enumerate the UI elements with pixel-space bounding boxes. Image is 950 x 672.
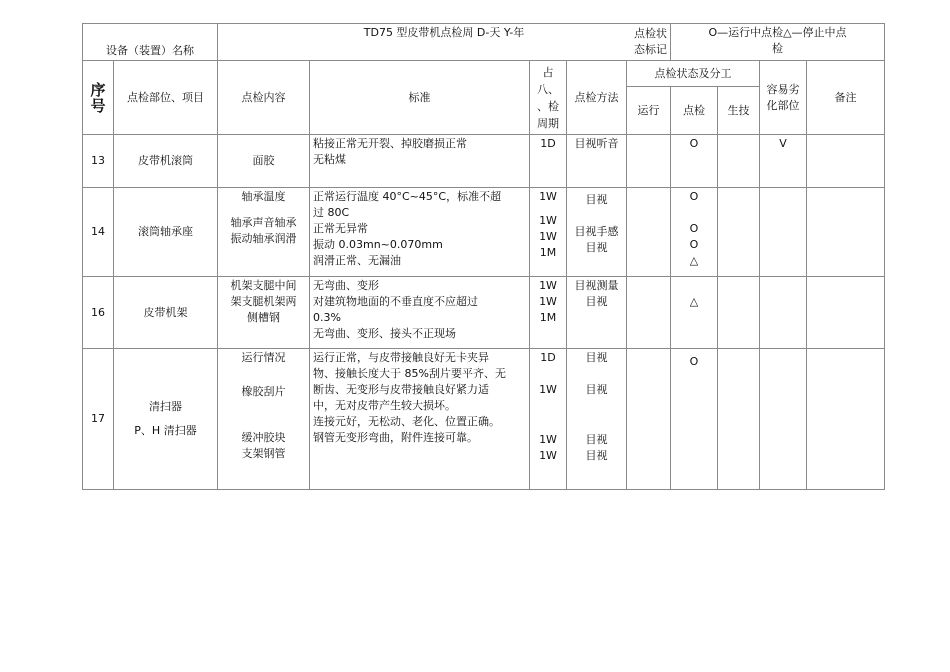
row-period: 1W 1W 1W 1M bbox=[530, 188, 567, 277]
row-seq: 17 bbox=[83, 349, 114, 490]
row-tech bbox=[718, 277, 760, 349]
row-period: 1D bbox=[530, 135, 567, 188]
col-method: 点检方法 bbox=[567, 61, 627, 135]
row-part: 皮带机滚筒 bbox=[114, 135, 218, 188]
row-part: 皮带机架 bbox=[114, 277, 218, 349]
table-row bbox=[83, 349, 885, 490]
row-remark bbox=[807, 277, 885, 349]
col-status-group: 点检状态及分工 bbox=[627, 61, 760, 87]
row-content: 面胶 bbox=[218, 135, 310, 188]
row-part: 清扫器 P、H 清扫器 bbox=[114, 349, 218, 490]
row-method: 目视 目视 目视 目视 bbox=[567, 349, 627, 490]
row-seq: 16 bbox=[83, 277, 114, 349]
row-seq: 13 bbox=[83, 135, 114, 188]
table-row bbox=[83, 135, 885, 188]
device-name-label: 设备（装置）名称 bbox=[83, 24, 218, 61]
header-row bbox=[83, 24, 885, 61]
row-run bbox=[627, 349, 671, 490]
col-part: 点检部位、项目 bbox=[114, 61, 218, 135]
status-legend: O—运行中点检△—停止中点 检 bbox=[671, 24, 885, 61]
row-remark bbox=[807, 135, 885, 188]
row-content: 机架支腿中间 架支腿机架两 侧槽钢 bbox=[218, 277, 310, 349]
row-wear: V bbox=[760, 135, 807, 188]
row-check: O O O △ bbox=[671, 188, 718, 277]
col-remark: 备注 bbox=[807, 61, 885, 135]
row-tech bbox=[718, 188, 760, 277]
row-content: 轴承温度 轴承声音轴承 振动轴承润滑 bbox=[218, 188, 310, 277]
row-period: 1W 1W 1M bbox=[530, 277, 567, 349]
row-part: 滚筒轴承座 bbox=[114, 188, 218, 277]
sheet-title-cell bbox=[218, 24, 671, 61]
row-remark bbox=[807, 188, 885, 277]
sheet-title: TD75 型皮带机点检周 D-天 Y-年 bbox=[363, 26, 525, 39]
table-row bbox=[83, 188, 885, 277]
row-standard: 运行正常，与皮带接触良好无卡夹异 物、接触长度大于 85%刮片要平齐、无 断齿、无变形与皮带接触良好紧力适 中，无对皮带产生较大损坏。 连接元好，无松动、老化、位置正确。 钢管无变形弯曲，附件连接可靠。 bbox=[310, 349, 530, 490]
row-method: 目视测量 目视 bbox=[567, 277, 627, 349]
row-tech bbox=[718, 135, 760, 188]
row-standard: 无弯曲、变形 对建筑物地面的不垂直度不应超过 0.3% 无弯曲、变形、接头不正现场 bbox=[310, 277, 530, 349]
col-run: 运行 bbox=[627, 87, 671, 135]
table-row bbox=[83, 277, 885, 349]
row-content: 运行情况 橡胶刮片 缓冲胶块 支架钢管 bbox=[218, 349, 310, 490]
col-period: 占 八、 、检 周期 bbox=[530, 61, 567, 135]
row-check: O bbox=[671, 135, 718, 188]
col-seq: 序 号 bbox=[83, 61, 114, 135]
row-wear bbox=[760, 188, 807, 277]
row-check: O bbox=[671, 349, 718, 490]
row-method: 目视听音 bbox=[567, 135, 627, 188]
row-run bbox=[627, 135, 671, 188]
row-run bbox=[627, 188, 671, 277]
row-run bbox=[627, 277, 671, 349]
row-standard: 正常运行温度 40°C~45°C，标准不超 过 80C 正常无异常 振动 0.03mn~0.070mm 润滑正常、无漏油 bbox=[310, 188, 530, 277]
col-wear: 容易劣 化部位 bbox=[760, 61, 807, 135]
col-content: 点检内容 bbox=[218, 61, 310, 135]
col-standard: 标准 bbox=[310, 61, 530, 135]
row-tech bbox=[718, 349, 760, 490]
row-method: 目视 目视手感 目视 bbox=[567, 188, 627, 277]
row-standard: 粘接正常无开裂、掉胶磨损正常 无粘煤 bbox=[310, 135, 530, 188]
column-header-row bbox=[83, 61, 885, 87]
row-seq: 14 bbox=[83, 188, 114, 277]
row-remark bbox=[807, 349, 885, 490]
col-tech: 生技 bbox=[718, 87, 760, 135]
row-period: 1D 1W 1W 1W bbox=[530, 349, 567, 490]
row-wear bbox=[760, 277, 807, 349]
inspection-table bbox=[82, 23, 885, 490]
row-check: △ bbox=[671, 277, 718, 349]
row-wear bbox=[760, 349, 807, 490]
status-mark-label: 点检状 态标记 bbox=[634, 27, 667, 56]
col-check: 点检 bbox=[671, 87, 718, 135]
